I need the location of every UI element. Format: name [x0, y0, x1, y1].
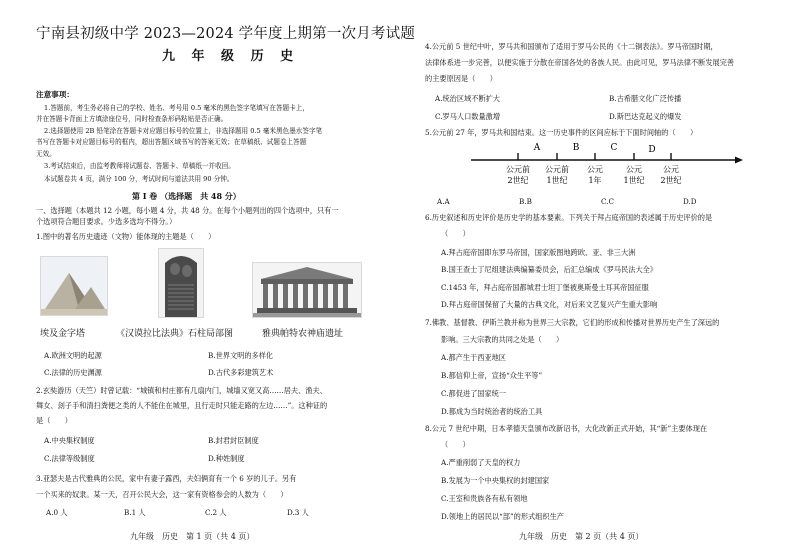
option: A.都产生于西亚地区	[441, 353, 506, 362]
question-7: 7.佛教、基督教、伊斯兰教并称为世界三大宗教，它们的形成和传播对世界历史产生了深远的	[425, 318, 720, 327]
option: A.0 人	[46, 508, 68, 517]
question-2: 是（ ）	[36, 416, 72, 425]
question-2: 舞女、刽子手和清扫粪便之类的人不能住在城里，且行走时只能走路的左边……”。这种证的	[36, 401, 328, 410]
question-4: 的主要原因是（ ）	[425, 74, 497, 83]
timeline-diagram	[471, 138, 743, 194]
notice-line: 书写在答题卡对应题目标号的框内，超出答题区域书写的答案无效；在草稿纸、试题卷上答题	[36, 138, 307, 146]
option: A.严重削弱了天皇的权力	[441, 458, 521, 467]
option: B.1 人	[124, 508, 146, 517]
question-4: 法律体系进一步完善，以便实施于分散在帝国各处的各族人民。由此可见，罗马法律不断发展完善	[425, 58, 735, 67]
question-6: （ ）	[441, 229, 470, 238]
image-caption: 埃及金字塔	[40, 329, 86, 339]
question-8: （ ）	[441, 440, 470, 449]
option: A.A	[437, 197, 450, 206]
option: B.古希腊文化广泛传播	[609, 94, 682, 103]
hammurabi-stele-image	[158, 248, 204, 318]
timeline-tick-label: 1年	[588, 176, 602, 185]
parthenon-image	[252, 262, 362, 318]
option: D.古代多彩建筑艺术	[208, 368, 274, 377]
option: B.发展为一个中央集权的封建国家	[441, 476, 550, 485]
notice-heading: 注意事项：	[36, 90, 74, 99]
question-1: 1.图中的著名历史遗迹（文物）能体现的主题是（ ）	[36, 232, 216, 241]
option: D.D	[683, 197, 697, 206]
question-6: 6.历史叙述和历史评价是历史学的基本要素。下列关于拜占庭帝国的表述属于历史评价的是	[425, 213, 713, 222]
timeline-tick-label: 公元	[663, 165, 679, 174]
option: D.都成为当时统治者的统治工具	[441, 407, 543, 416]
question-3: 3.亚瑟夫是古代雅典的公民，家中有妻子露西，夫妇俩育有一个 6 岁的儿子。另有	[36, 474, 297, 483]
timeline-tick-label: 公元	[587, 165, 603, 174]
question-2: 2.玄奘游历（天竺）时曾记载：“城镇和村庄都有几扇内门，城墙又宽又高……居夫、渔夫、	[36, 386, 327, 395]
notice-line: 本试题卷共 4 页，满分 100 分，考试时间与道法共用 90 分钟。	[44, 175, 234, 183]
page-footer: 九年级 历史 第 2 页（共 4 页）	[519, 532, 644, 541]
timeline-tick-label: 公元前	[506, 165, 530, 174]
option: C.都促进了国家统一	[441, 389, 507, 398]
timeline-tick-label: 1世纪	[623, 176, 645, 185]
timeline-arrow	[735, 157, 743, 164]
option: B.都信仰上帝，宣扬“众生平等”	[441, 371, 543, 380]
option: C.1453 年，拜占庭帝国都城君士坦丁堡被奥斯曼土耳其帝国征服	[441, 283, 649, 292]
option: A.拜占庭帝国即东罗马帝国，国家版图地跨欧、亚、非三大洲	[441, 248, 636, 257]
option: B.世界文明的多样化	[208, 351, 274, 360]
option: C.王室和贵族各有私有领地	[441, 494, 528, 503]
option: C.法律等级制度	[44, 454, 95, 463]
subject-title: 九 年 级 历 史	[162, 49, 300, 64]
timeline-segment-label: A	[533, 143, 541, 153]
question-8: 8.公元 7 世纪中期，日本孝德天皇颁布改新诏书，大化改新正式开始，其“新”主要体现在	[425, 424, 708, 433]
notice-line: 2.选择题使用 2B 铅笔涂在答题卡对应题目标号的位置上，非选择题用 0.5 毫米黑色墨水签字笔	[44, 127, 323, 135]
timeline-tick-label: 2世纪	[507, 176, 529, 185]
option: C.C	[601, 197, 615, 206]
timeline-tick-label: 公元前	[545, 165, 569, 174]
option: A.统治区域不断扩大	[435, 94, 500, 103]
page-footer: 九年级 历史 第 1 页（共 4 页）	[130, 532, 255, 541]
option: A.中央集权制度	[44, 436, 95, 445]
option: D.3 人	[287, 508, 309, 517]
option: A.欧洲文明的起源	[44, 351, 102, 360]
option: B.国王查士丁尼组建法典编纂委员会，后汇总编成《罗马民法大全》	[441, 265, 658, 274]
option: B.B	[519, 197, 532, 206]
option: C.法律的历史渊源	[44, 368, 102, 377]
question-7: 影响。三大宗教的共同之处是（ ）	[441, 335, 564, 344]
timeline-tick-label: 2世纪	[660, 176, 682, 185]
option: D.斯巴达克起义的爆发	[609, 112, 682, 121]
notice-line: 无效。	[36, 150, 56, 158]
question-5: 5.公元前 27 年，罗马共和国结束。这一历史事件的区间应标于下面时间轴的（ ）	[425, 128, 698, 137]
timeline-segment-label: C	[610, 143, 618, 153]
option: D.拜占庭帝国保留了大量的古典文化，对后来文艺复兴产生重大影响	[441, 300, 658, 309]
option: D.种姓制度	[208, 454, 245, 463]
section-intro: 一、选择题（本题共 12 小题，每小题 4 分，共 48 分。在每个小题列出的四个选项中，只有一	[36, 206, 339, 215]
timeline-segment-label: D	[648, 145, 656, 155]
question-4: 4.公元前 5 世纪中叶，罗马共和国颁布了适用于罗马公民的《十二铜表法》。罗马帝国时期，	[425, 42, 718, 51]
option: D.领地上的居民以“部”的形式组织生产	[441, 512, 564, 521]
section-title: 第 Ⅰ 卷 （选择题 共 48 分）	[132, 191, 241, 201]
notice-line: 并在答题卡背面上方填涂座位号，同时检查条形码粘贴是否正确。	[36, 115, 228, 123]
question-3: 一个买来的奴隶。某一天，召开公民大会，这一家有资格参会的人数为（ ）	[36, 490, 288, 499]
option: B.封君封臣制度	[208, 436, 259, 445]
option: C.2 人	[205, 508, 227, 517]
timeline-tick-label: 1世纪	[546, 176, 568, 185]
image-caption: 《汉谟拉比法典》石柱局部图	[116, 329, 234, 339]
notice-line: 1.答题前，考生务必将自己的学校、姓名、考号用 0.5 毫米的黑色签字笔填写在答题卡上，	[44, 104, 309, 112]
notice-line: 3.考试结束后，由监考教师将试题卷、答题卡、草稿纸一并收回。	[44, 162, 235, 170]
exam-title: 宁南县初级中学 2023—2024 学年度上期第一次月考试题	[36, 26, 416, 42]
right-page	[397, 0, 794, 558]
timeline-tick-label: 公元	[626, 165, 642, 174]
pyramid-image	[40, 256, 108, 316]
option: C.罗马人口数量激增	[435, 112, 501, 121]
timeline-segment-label: B	[572, 143, 580, 153]
section-intro: 个选项符合题目要求。少选多选均不得分。）	[36, 217, 177, 226]
image-caption: 雅典帕特农神庙遗址	[262, 329, 344, 339]
